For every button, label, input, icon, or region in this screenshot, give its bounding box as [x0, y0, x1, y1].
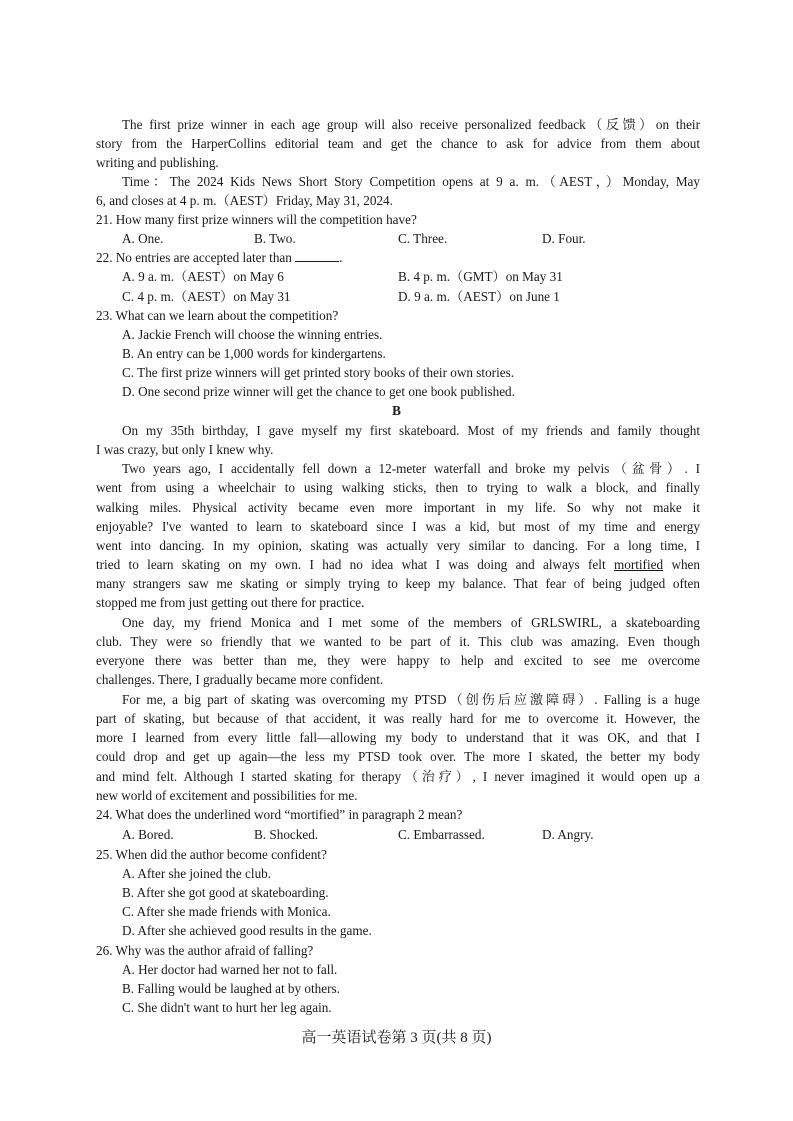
option-c: C. After she made friends with Monica. [122, 904, 331, 919]
passage-line: many strangers saw me skating or simply trying to keep my balance. That fear of being judged often [96, 576, 700, 591]
passage-line: challenges. There, I gradually became more confident. [96, 672, 384, 687]
passage-line: part of skating, but because of that accident, it was really hard for me to overcome it. However, the [96, 711, 700, 726]
passage-line: 6, and closes at 4 p. m.（AEST）Friday, May 31, 2024. [96, 193, 393, 208]
passage-line: club. They were so friendly that we wanted to be part of it. This club was amazing. Even though [96, 634, 700, 649]
passage-line [96, 555, 700, 574]
option-a: A. Jackie French will choose the winning entries. [122, 327, 383, 342]
passage-text: when [671, 557, 701, 572]
passage-line: The first prize winner in each age group will also receive personalized feedback（反馈）on their [122, 117, 700, 132]
option-b: B. An entry can be 1,000 words for kindergartens. [122, 346, 386, 361]
question-stem-text: 22. No entries are accepted later than [96, 250, 292, 265]
question-stem [96, 248, 674, 267]
passage-line: Time：The 2024 Kids News Short Story Competition opens at 9 a. m.（AEST，）Monday, May [122, 174, 700, 189]
option-c: C. Embarrassed. [398, 827, 485, 842]
question-stem: 21. How many first prize winners will the competition have? [96, 212, 417, 227]
passage-line: went into dancing. In my opinion, skating was actually very similar to dancing. For a long time, I [96, 538, 700, 553]
option-d: D. One second prize winner will get the chance to get one book published. [122, 384, 515, 399]
option-c: C. She didn't want to hurt her leg again. [122, 1000, 332, 1015]
passage-line: could drop and get up again—the less my PTSD took over. The more I skated, the better my body [96, 749, 700, 764]
passage-line: I was crazy, but only I knew why. [96, 442, 274, 457]
option-c: C. 4 p. m.（AEST）on May 31 [122, 289, 291, 304]
passage-line: Two years ago, I accidentally fell down a 12-meter waterfall and broke my pelvis（盆骨）. I [122, 461, 700, 476]
option-d: D. 9 a. m.（AEST）on June 1 [398, 289, 560, 304]
question-stem: 23. What can we learn about the competition? [96, 308, 339, 323]
passage-line: One day, my friend Monica and I met some of the members of GRLSWIRL, a skateboarding [122, 615, 700, 630]
option-b: B. 4 p. m.（GMT）on May 31 [398, 269, 563, 284]
option-a: A. Bored. [122, 827, 174, 842]
option-d: D. Four. [542, 231, 586, 246]
passage-line: walking miles. Physical activity became even more important in my life. So why not make it [96, 500, 700, 515]
passage-line: story from the HarperCollins editorial team and get the chance to ask for advice from them about [96, 136, 700, 151]
option-d: D. Angry. [542, 827, 594, 842]
passage-line: stopped me from just getting out there for practice. [96, 595, 365, 610]
passage-line: went from using a wheelchair to using walking sticks, then to trying to walk a block, and finally [96, 480, 700, 495]
passage-line: On my 35th birthday, I gave myself my first skateboard. Most of my friends and family thought [122, 423, 700, 438]
passage-text: tried to learn skating on my own. I had no idea what I was doing and always felt [96, 557, 606, 572]
option-b: B. Two. [254, 231, 296, 246]
question-stem: 25. When did the author become confident? [96, 847, 327, 862]
option-c: C. The first prize winners will get printed story books of their own stories. [122, 365, 515, 380]
passage-line: and mind felt. Although I started skating for therapy（治疗）, I never imagined it would open up a [96, 769, 700, 784]
passage-line: For me, a big part of skating was overcoming my PTSD（创伤后应激障碍）. Falling is a huge [122, 692, 700, 707]
passage-line: writing and publishing. [96, 155, 219, 170]
option-a: A. After she joined the club. [122, 866, 272, 881]
question-stem: 26. Why was the author afraid of falling? [96, 943, 314, 958]
passage-line: new world of excitement and possibilities for me. [96, 788, 358, 803]
option-b: B. After she got good at skateboarding. [122, 885, 329, 900]
option-b: B. Shocked. [254, 827, 319, 842]
option-a: A. One. [122, 231, 164, 246]
page-footer: 高一英语试卷第 3 页(共 8 页) [301, 1030, 492, 1046]
question-stem-end: . [339, 250, 343, 265]
underlined-word: mortified [613, 557, 664, 572]
option-d: D. After she achieved good results in the game. [122, 923, 372, 938]
section-heading: B [392, 403, 401, 418]
option-b: B. Falling would be laughed at by others. [122, 981, 340, 996]
option-a: A. 9 a. m.（AEST）on May 6 [122, 269, 284, 284]
option-a: A. Her doctor had warned her not to fall. [122, 962, 338, 977]
passage-line: everyone there was better than me, they were happy to help and excited to see me overcome [96, 653, 700, 668]
passage-line: more I learned from every little fall—allowing my body to understand that it was OK, and that I [96, 730, 700, 745]
option-c: C. Three. [398, 231, 448, 246]
answer-blank [295, 249, 339, 262]
passage-line: enjoyable? I've wanted to learn to skateboard since I was a kid, but most of my time and energy [96, 519, 700, 534]
question-stem: 24. What does the underlined word “mortified” in paragraph 2 mean? [96, 807, 463, 822]
